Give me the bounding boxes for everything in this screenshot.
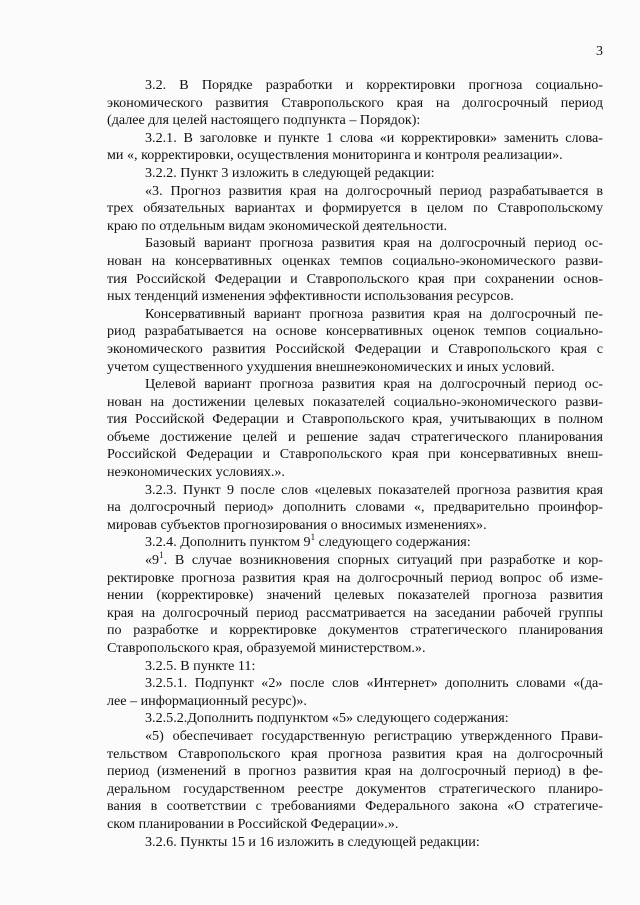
text-line-content: «3. Прогноз развития края на долгосрочный период разрабатывается в [145, 182, 603, 199]
text-line-content: краю по отдельным видам экономической деятельности. [107, 217, 447, 234]
text-line-content: 3.2.3. Пункт 9 после слов «целевых показателей прогноза развития края [145, 481, 603, 498]
text-line [107, 675, 603, 693]
text-line [107, 376, 603, 394]
text-line [107, 570, 603, 588]
text-line-content: нении (корректировке) значений целевых показателей прогноза развития [107, 587, 603, 604]
text-line [107, 605, 603, 623]
text-line [107, 235, 603, 253]
text-line [107, 323, 603, 341]
text-line-content: Базовый вариант прогноза развития края на долгосрочный период ос- [145, 235, 603, 252]
text-line-content: тия Российской Федерации и Ставропольского края, учитывающих в полном [107, 411, 603, 428]
text-line-content: нован на консервативных оценках темпов социально-экономического разви- [107, 252, 603, 269]
text-line [107, 728, 603, 746]
text-line-content: экономического развития Российской Федерации и Ставропольского края с [107, 340, 603, 357]
text-line-content: Ставропольского края, образуемой министерством.». [107, 640, 426, 656]
text-line-content: 3.2.2. Пункт 3 изложить в следующей редакции: [145, 164, 435, 181]
text-line [107, 517, 603, 535]
text-line [107, 834, 603, 852]
text-line [107, 77, 603, 95]
text-line-content: «5) обеспечивает государственную регистрацию утвержденного Прави- [145, 727, 603, 744]
text-line [107, 341, 603, 359]
text-line [107, 130, 603, 148]
text-line [107, 499, 603, 517]
page-number: 3 [596, 44, 603, 59]
superscript: 1 [159, 550, 164, 561]
text-line [107, 306, 603, 324]
text-line [107, 253, 603, 271]
text-line-content: объеме достижение целей и решение задач стратегического планирования [107, 428, 603, 445]
text-line [107, 482, 603, 500]
text-line [107, 640, 603, 658]
text-line [107, 411, 603, 429]
text-line-content: Российской Федерации и Ставропольского края при консервативных внеш- [107, 446, 603, 463]
text-line [107, 165, 603, 183]
text-line-content: неэкономических условиях.». [107, 464, 285, 481]
text-line [107, 446, 603, 464]
text-line-continuation: . В случае возникновения спорных ситуаций при разработке и кор- [163, 552, 603, 569]
text-line [107, 288, 603, 306]
text-line [107, 693, 603, 711]
text-line [107, 622, 603, 640]
text-line [107, 658, 603, 676]
text-line [107, 746, 603, 764]
text-line-content: 3.2.5.1. Подпункт «2» после слов «Интернет» дополнить словами «(да- [145, 675, 603, 692]
text-line [107, 271, 603, 289]
text-line-content: ми «, корректировки, осуществления мониторинга и контроля реализации». [107, 147, 563, 164]
text-line-content: края на долгосрочный период рассматривается на заседании рабочей группы [107, 604, 603, 621]
text-line [107, 183, 603, 201]
text-line-content: трех обязательных вариантах и формируется в целом по Ставропольскому [107, 200, 603, 217]
text-line [107, 464, 603, 482]
text-line-content: лее – информационный ресурс)». [107, 692, 307, 709]
text-line-content: (далее для целей настоящего подпункта – Порядок): [107, 112, 421, 129]
text-line-content: вания в соответствии с требованиями Федерального закона «О стратегиче- [107, 798, 603, 815]
text-line-content: 3.2.1. В заголовке и пункте 1 слова «и корректировки» заменить слова- [145, 129, 603, 146]
text-line [107, 763, 603, 781]
superscript: 1 [310, 532, 316, 543]
text-line-content: на долгосрочный период» дополнить словами «, предварительно проинфор- [107, 499, 603, 516]
text-line [107, 710, 603, 728]
text-line-content: нован на достижении целевых показателей социально-экономического разви- [107, 393, 603, 410]
text-line-content: тия Российской Федерации и Ставропольского края при сохранении основ- [107, 270, 603, 287]
text-line-content: Целевой вариант прогноза развития края на долгосрочный период ос- [145, 376, 603, 393]
text-line-continuation: следующего содержания: [315, 534, 471, 551]
text-line [107, 534, 603, 552]
text-line-content: мировав субъектов прогнозирования о вносимых изменениях». [107, 516, 487, 533]
text-line [107, 147, 603, 165]
text-line [107, 781, 603, 799]
text-line-content: 3.2.6. Пункты 15 и 16 изложить в следующей редакции: [145, 833, 480, 850]
text-line [107, 95, 603, 113]
text-line-content: по разработке и корректировке документов стратегического планирования [107, 622, 603, 639]
text-line [107, 798, 603, 816]
text-line-content: 3.2.5.2.Дополнить подпунктом «5» следующего содержания: [145, 710, 509, 727]
text-line-content: 3.2.4. Дополнить пунктом 9 [145, 534, 311, 551]
text-line [107, 218, 603, 236]
document-body [107, 77, 603, 851]
text-line-content: период (изменений в прогноз развития края на долгосрочный период) в фе- [107, 763, 603, 780]
text-line [107, 394, 603, 412]
text-line-content: 3.2.5. В пункте 11: [145, 657, 256, 674]
text-line-content: Консервативный вариант прогноза развития края на долгосрочный пе- [145, 305, 603, 322]
text-line-content: тельством Ставропольского края прогноза развития края на долгосрочный [107, 745, 603, 762]
text-line-content: ском планировании в Российской Федерации».». [107, 815, 399, 832]
text-line-content: учетом существенного ухудшения внешнеэкономических и иных условий. [107, 358, 555, 375]
text-line-content: деральном государственном реестре документов стратегического планиро- [107, 780, 603, 797]
text-line [107, 816, 603, 834]
text-line [107, 200, 603, 218]
text-line-content: «9 [145, 552, 160, 569]
text-line-content: 3.2. В Порядке разработки и корректировки прогноза социально- [145, 77, 603, 93]
text-line-content: экономического развития Ставропольского края на долгосрочный период [107, 94, 603, 111]
text-line [107, 112, 603, 130]
text-line [107, 552, 603, 570]
text-line-content: ных тенденций изменения эффективности использования ресурсов. [107, 288, 514, 305]
text-line [107, 359, 603, 377]
text-line [107, 429, 603, 447]
text-line-content: риод разрабатывается на основе консервативных оценок темпов социально- [107, 323, 603, 340]
text-line [107, 587, 603, 605]
text-line-content: ректировке прогноза развития края на долгосрочный период вопрос об изме- [107, 569, 603, 586]
